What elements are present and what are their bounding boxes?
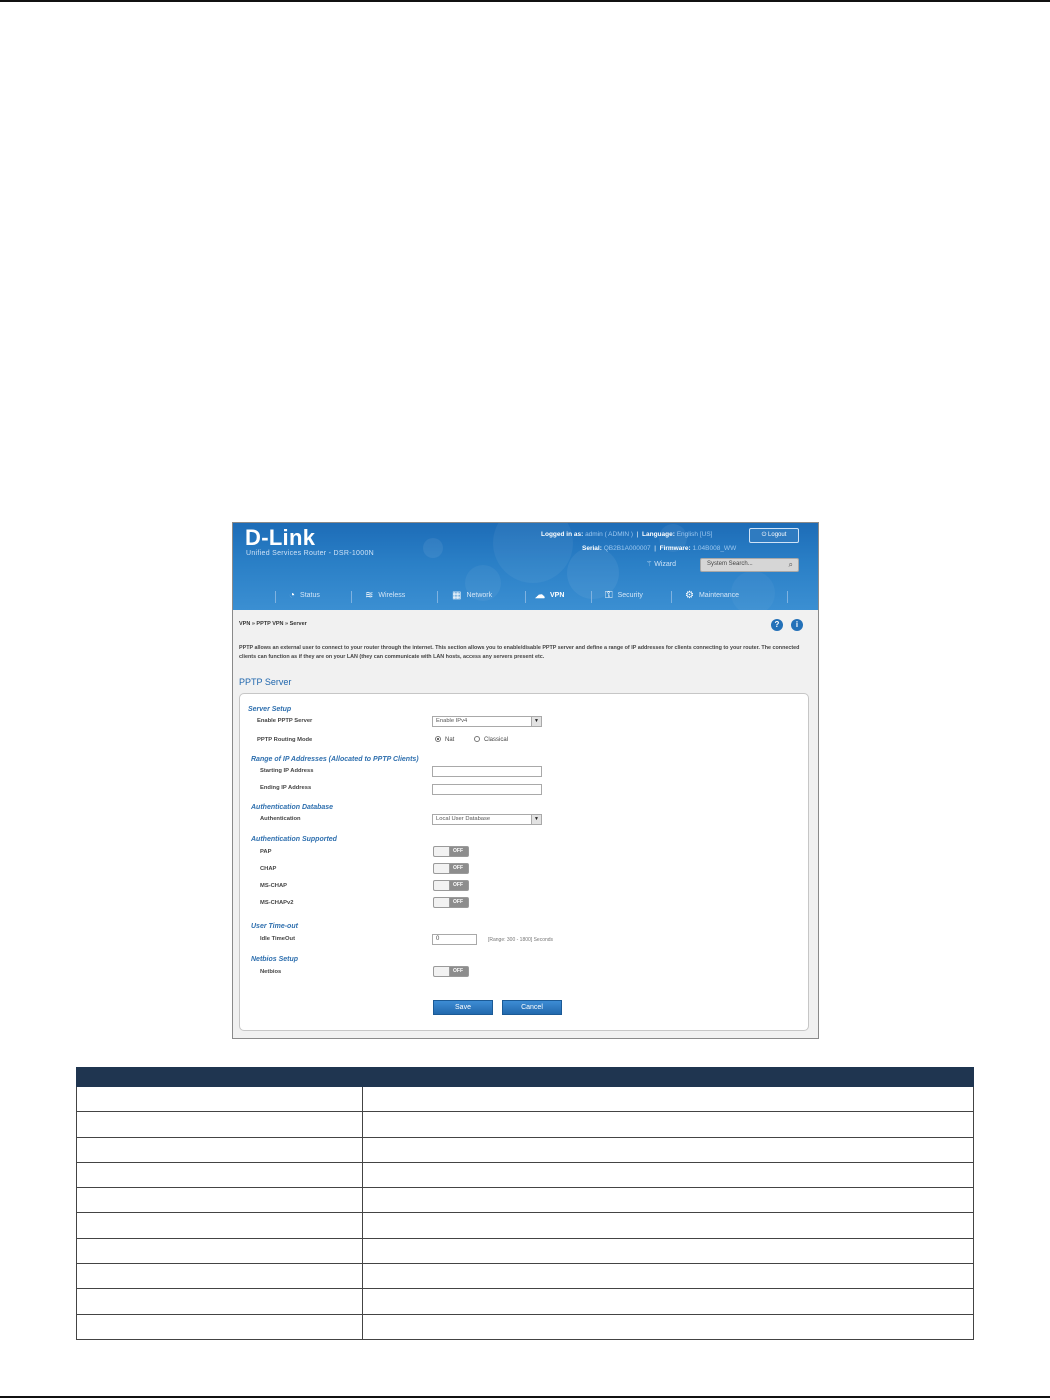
table-cell [77, 1289, 363, 1314]
table-cell [77, 1314, 363, 1339]
table-row [77, 1112, 974, 1137]
toggle-knob [434, 864, 450, 873]
idle-timeout-hint: [Range: 300 - 1800] Seconds [488, 937, 554, 943]
nav-item-vpn[interactable] [535, 590, 564, 601]
radio-unselected-icon [474, 736, 480, 742]
nav-item-network[interactable] [452, 590, 492, 601]
radio-selected-icon [435, 736, 441, 742]
routing-mode-nat-radio[interactable] [435, 736, 454, 743]
table-cell [77, 1112, 363, 1137]
table-header-row [77, 1068, 974, 1087]
chevron-down-icon: ▼ [531, 717, 541, 726]
table-cell [363, 1213, 974, 1238]
server-setup-heading: Server Setup [248, 706, 292, 713]
table-row [77, 1213, 974, 1238]
table-cell [363, 1162, 974, 1187]
gauge-icon: ◔ [289, 590, 296, 601]
nav-separator [671, 591, 672, 603]
nav-item-maintenance[interactable] [685, 590, 739, 601]
breadcrumb: VPN » PPTP VPN » Server [239, 621, 307, 627]
cancel-button[interactable]: Cancel [502, 1000, 562, 1015]
top-rule [0, 0, 1050, 2]
nav-item-security[interactable] [605, 590, 643, 601]
table-header-cell [77, 1068, 363, 1087]
nav-label-maintenance: Maintenance [698, 592, 740, 599]
mschapv2-label: MS-CHAPv2 [260, 900, 294, 906]
table-row [77, 1162, 974, 1187]
search-icon: ⌕ [788, 560, 793, 569]
login-info: Logged in as: admin ( ADMIN ) | Language: English [US] [541, 531, 713, 538]
router-model-subtitle: Unified Services Router - DSR-1000N [246, 550, 374, 557]
logout-label: Logout [768, 532, 787, 538]
netbios-heading: Netbios Setup [251, 956, 299, 963]
table-row [77, 1238, 974, 1263]
authentication-value: Local User Database [436, 816, 491, 822]
chap-toggle[interactable] [433, 863, 469, 874]
routing-mode-classical-radio[interactable] [474, 736, 508, 743]
serial-value: QB2B1A000007 [603, 545, 651, 552]
table-cell [77, 1238, 363, 1263]
toggle-knob [434, 898, 450, 907]
nav-separator [275, 591, 276, 603]
cloud-icon: ☁ [535, 590, 545, 601]
netbios-toggle[interactable] [433, 966, 469, 977]
enable-pptp-server-value: Enable IPv4 [436, 718, 468, 724]
nav-separator [351, 591, 352, 603]
nav-separator [591, 591, 592, 603]
table-cell [363, 1112, 974, 1137]
wizard-link[interactable] [646, 560, 676, 568]
device-info: Serial: QB2B1A000007 | Firmware: 1.04B008_WW [582, 545, 737, 552]
language-value[interactable]: English [US] [676, 531, 713, 538]
wifi-icon: ≋ [365, 590, 374, 601]
ending-ip-label: Ending IP Address [260, 785, 312, 791]
table-cell [363, 1238, 974, 1263]
table-cell [363, 1289, 974, 1314]
nav-separator [437, 591, 438, 603]
nav-label-security: Security [617, 592, 643, 599]
authentication-label: Authentication [260, 816, 301, 822]
toggle-state: OFF [453, 865, 463, 871]
table-row [77, 1087, 974, 1112]
table-row [77, 1314, 974, 1339]
ip-range-heading: Range of IP Addresses (Allocated to PPTP Clients) [251, 756, 419, 763]
table-cell [363, 1314, 974, 1339]
starting-ip-label: Starting IP Address [260, 768, 314, 774]
wizard-label: Wizard [654, 561, 677, 568]
auth-database-heading: Authentication Database [251, 804, 334, 811]
gears-icon: ⚙ [685, 590, 694, 601]
starting-ip-input[interactable] [432, 766, 542, 777]
toggle-knob [434, 847, 450, 856]
firmware-value: 1.04B008_WW [692, 545, 737, 552]
dlink-logo: D-Link [245, 525, 316, 550]
table-cell [363, 1264, 974, 1289]
save-button[interactable]: Save [433, 1000, 493, 1015]
power-icon: ⏻ [761, 532, 767, 538]
table-header-cell [363, 1068, 974, 1087]
table-cell [77, 1264, 363, 1289]
page-description: PPTP allows an external user to connect to your router through the internet. This section allows you to enable/disable PPTP server and define a range of IP addresses for clients connecting to your router. The connected clients can function as if they are on your LAN (they can communicate with LAN hosts, access any servers present etc. [239, 645, 800, 660]
bottom-rule [0, 1396, 1050, 1398]
chevron-down-icon: ▼ [531, 815, 541, 824]
mschap-toggle[interactable] [433, 880, 469, 891]
idle-timeout-input[interactable]: 0 [432, 934, 477, 945]
ending-ip-input[interactable] [432, 784, 542, 795]
table-cell [77, 1087, 363, 1112]
table-cell [363, 1087, 974, 1112]
language-label: Language: [642, 531, 675, 538]
table-row [77, 1188, 974, 1213]
enable-pptp-server-select[interactable] [432, 716, 542, 727]
toggle-knob [434, 881, 450, 890]
pptp-server-panel [239, 693, 809, 1031]
toggle-state: OFF [453, 899, 463, 905]
table-cell [77, 1213, 363, 1238]
table-cell [363, 1188, 974, 1213]
pap-toggle[interactable] [433, 846, 469, 857]
chap-label: CHAP [260, 866, 277, 872]
info-icon[interactable]: i [791, 619, 803, 631]
network-icon: ▦ [452, 590, 462, 601]
table-cell [77, 1137, 363, 1162]
help-icon[interactable]: ? [771, 619, 783, 631]
enable-pptp-server-label: Enable PPTP Server [257, 718, 313, 724]
toggle-knob [434, 967, 450, 976]
firmware-label: Firmware: [659, 545, 691, 552]
nav-label-wireless: Wireless [378, 592, 406, 599]
table-cell [77, 1162, 363, 1187]
nav-label-vpn: VPN [550, 592, 565, 599]
main-nav [239, 585, 812, 609]
table-row [77, 1264, 974, 1289]
routing-mode-label: PPTP Routing Mode [257, 737, 313, 743]
logout-button[interactable] [749, 528, 799, 543]
search-placeholder: System Search... [707, 561, 753, 567]
nav-item-wireless[interactable] [365, 590, 405, 601]
nav-label-network: Network [466, 592, 493, 599]
pap-label: PAP [260, 849, 272, 855]
auth-supported-heading: Authentication Supported [251, 836, 337, 843]
mschapv2-toggle[interactable] [433, 897, 469, 908]
nav-separator [787, 591, 788, 603]
router-screenshot [232, 522, 819, 1039]
table-row [77, 1137, 974, 1162]
lock-icon: ⚿ [605, 590, 613, 601]
wand-icon: ⚚ [646, 561, 653, 568]
router-header [233, 523, 818, 610]
table-cell [77, 1188, 363, 1213]
nav-separator [525, 591, 526, 603]
user-timeout-heading: User Time-out [251, 923, 298, 930]
mschap-label: MS-CHAP [260, 883, 288, 889]
table-row [77, 1289, 974, 1314]
routing-mode-classical-label: Classical [484, 737, 509, 743]
logged-in-label: Logged in as: [541, 531, 584, 538]
logged-in-user: admin ( ADMIN ) [585, 531, 634, 538]
idle-timeout-label: Idle TimeOut [260, 936, 296, 942]
nav-item-status[interactable] [289, 590, 320, 601]
page-title: PPTP Server [239, 677, 292, 687]
serial-label: Serial: [582, 545, 602, 552]
system-search-input[interactable] [700, 558, 799, 572]
table-cell [363, 1137, 974, 1162]
routing-mode-nat-label: Nat [445, 737, 455, 743]
toggle-state: OFF [453, 968, 463, 974]
nav-label-status: Status [300, 592, 320, 599]
toggle-state: OFF [453, 882, 463, 888]
authentication-select[interactable] [432, 814, 542, 825]
toggle-state: OFF [453, 848, 463, 854]
field-description-table [76, 1067, 974, 1340]
netbios-label: Netbios [260, 969, 282, 975]
